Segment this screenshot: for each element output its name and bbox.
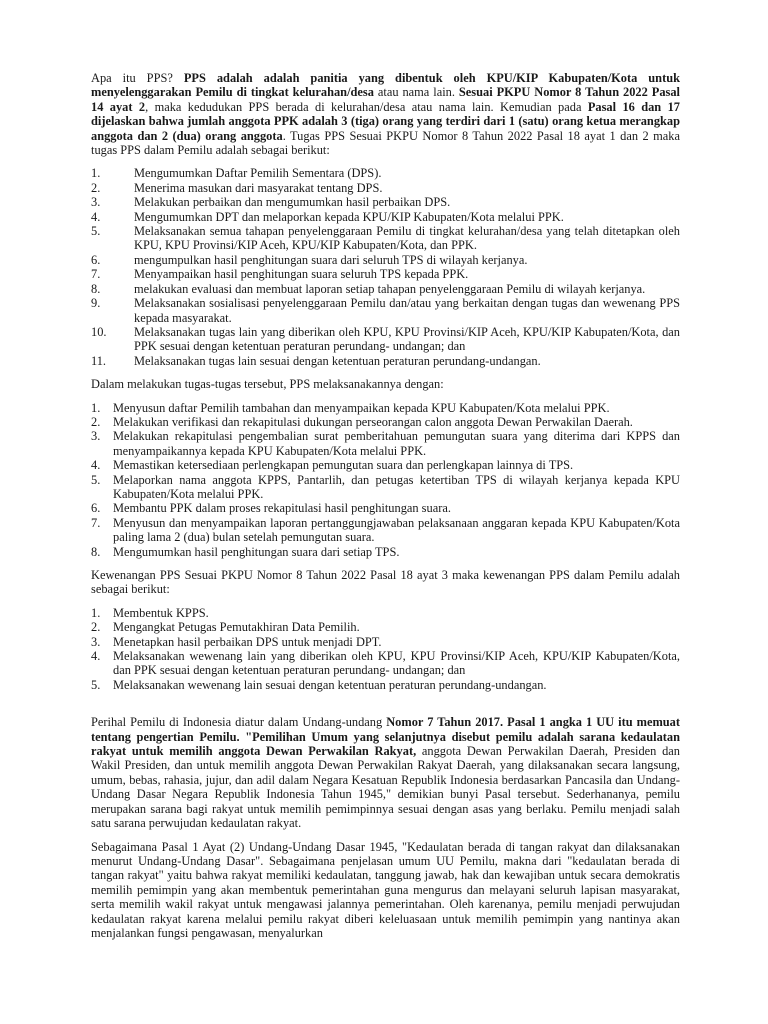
list-item-text: Menetapkan hasil perbaikan DPS untuk menjadi DPT. <box>113 634 382 649</box>
list-item <box>91 415 680 429</box>
list-item-text: Menerima masukan dari masyarakat tentang DPS. <box>134 180 383 195</box>
list-item-text: Melakukan perbaikan dan mengumumkan hasil perbaikan DPS. <box>134 195 451 210</box>
kewenangan-intro-paragraph: Kewenangan PPS Sesuai PKPU Nomor 8 Tahun 2022 Pasal 18 ayat 3 maka kewenangan PPS dalam Pemilu adalah sebagai berikut: <box>91 568 680 597</box>
list-item-number: 10. <box>91 324 107 339</box>
text-run: atau nama lain. <box>373 85 459 100</box>
list-item-number: 5. <box>91 224 101 239</box>
list-item <box>91 210 680 224</box>
kewenangan-pps-list <box>91 606 680 692</box>
text-run: Apa itu PPS? <box>91 71 184 85</box>
list-item-text: Menyusun daftar Pemilih tambahan dan menyampaikan kepada KPU Kabupaten/Kota melalui PPK. <box>113 400 610 415</box>
tugas-intro-paragraph: Dalam melakukan tugas-tugas tersebut, PPS melaksanakannya dengan: <box>91 377 444 392</box>
list-item-text: Melaksanakan tugas lain yang diberikan oleh KPU, KPU Provinsi/KIP Aceh, KPU/KIP Kabupaten/Kota, dan PPK sesuai dengan ketentuan peraturan perundang- undangan; dan <box>134 324 680 354</box>
list-item-number: 6. <box>91 501 101 516</box>
list-item-text: Memastikan ketersediaan perlengkapan pemungutan suara dan perlengkapan lainnya di TPS. <box>113 458 574 473</box>
text-run: Pasal 16 dan 17 dijelaskan bahwa jumlah anggota PPK adalah 3 (tiga) orang yang terdiri dari 1 (satu) orang ketua merangkap anggota dan 2 (dua) orang anggota <box>91 99 680 143</box>
list-item-text: Melaksanakan tugas lain sesuai dengan ketentuan peraturan perundang-undangan. <box>134 353 541 368</box>
list-item-text: Menyusun dan menyampaikan laporan pertanggungjawaban pelaksanaan anggaran kepada KPU Kabupaten/Kota paling lama 2 (dua) bulan setelah pemungutan suara. <box>113 515 680 545</box>
list-item-number: 5. <box>91 677 101 692</box>
text-run: Sesuai PKPU Nomor 8 Tahun 2022 Pasal 14 ayat 2 <box>91 85 680 114</box>
list-item-number: 2. <box>91 414 101 429</box>
list-item-text: Mengumumkan DPT dan melaporkan kepada KPU/KIP Kabupaten/Kota melalui PPK. <box>134 209 564 224</box>
intro-paragraph <box>91 71 680 157</box>
list-item-number: 6. <box>91 252 101 267</box>
list-item-text: Melaksanakan wewenang lain sesuai dengan ketentuan peraturan perundang-undangan. <box>113 677 547 692</box>
list-item <box>91 195 680 209</box>
list-item-text: Melaksanakan semua tahapan penyelenggaraan Pemilu di tingkat kelurahan/desa yang telah ditetapkan oleh KPU, KPU Provinsi/KIP Aceh, KPU/KIP Kabupaten/Kota, dan PPK. <box>134 224 680 253</box>
list-item-number: 1. <box>91 166 101 181</box>
list-item <box>91 282 680 296</box>
list-item-number: 2. <box>91 620 101 635</box>
list-item-text: Melakukan rekapitulasi pengembalian surat pemberitahuan pemungutan suara yang diterima dari KPPS dan menyampaikannya kepada KPU Kabupaten/Kota melalui PPK. <box>113 429 680 458</box>
list-item <box>91 354 680 368</box>
list-item-number: 2. <box>91 180 101 195</box>
list-item-text: mengumpulkan hasil penghitungan suara dari seluruh TPS di wilayah kerjanya. <box>134 252 528 267</box>
list-item-number: 1. <box>91 400 101 415</box>
list-item <box>91 545 680 559</box>
list-item <box>91 678 680 692</box>
list-item-text: Melaksanakan wewenang lain yang diberikan oleh KPU, KPU Provinsi/KIP Aceh, KPU/KIP Kabupaten/Kota, dan PPK sesuai dengan ketentuan peraturan perundang- undangan; dan <box>113 649 680 678</box>
list-item-number: 3. <box>91 195 101 210</box>
list-item-text: melakukan evaluasi dan membuat laporan setiap tahapan penyelenggaraan Pemilu di wilayah kerjanya. <box>134 281 646 296</box>
list-item-text: Mengumumkan Daftar Pemilih Sementara (DPS). <box>134 166 382 181</box>
list-item-number: 4. <box>91 649 101 664</box>
text-run: , maka kedudukan PPS berada di kelurahan/desa atau nama lain. Kemudian pada <box>145 99 588 114</box>
list-item <box>91 620 680 634</box>
list-item-number: 7. <box>91 515 101 530</box>
kedaulatan-paragraph: Sebagaimana Pasal 1 Ayat (2) Undang-Undang Dasar 1945, "Kedaulatan berada di tangan rakyat dan dilaksanakan menurut Undang-Undang Dasar". Sebagaimana penjelasan umum UU Pemilu, makna dari "kedaulatan berada di tangan rakyat" yaitu bahwa rakyat memiliki kedaulatan, tanggung jawab, hak dan kewajiban untuk secara demokratis memilih pemimpin yang akan membentuk pemerintahan guna mengurus dan melayani seluruh lapisan masyarakat, serta memilih wakil rakyat untuk mengawasi jalannya pemerintahan. Oleh karenanya, pemilu menjadi perwujudan kedaulatan rakyat karena melalui pemilu rakyat diberi keleluasaan untuk memilih pemimpin yang nantinya akan menjalankan fungsi pengawasan, menyalurkan <box>91 839 680 940</box>
list-item <box>91 296 680 325</box>
list-item-text: Mengangkat Petugas Pemutakhiran Data Pemilih. <box>113 620 360 635</box>
list-item-number: 5. <box>91 472 101 487</box>
list-item <box>91 606 680 620</box>
list-item <box>91 649 680 678</box>
list-item <box>91 429 680 458</box>
list-item <box>91 166 680 180</box>
list-item <box>91 181 680 195</box>
text-run: Nomor 7 Tahun 2017. Pasal 1 angka 1 UU itu memuat tentang pengertian Pemilu. "Pemilihan Umum yang selanjutnya disebut pemilu adalah sarana kedaulatan rakyat untuk memilih anggota Dewan Perwakilan Rakyat, <box>91 715 680 759</box>
text-run: Perihal Pemilu di Indonesia diatur dalam Undang-undang <box>91 715 387 730</box>
list-item-number: 3. <box>91 429 101 444</box>
list-item <box>91 501 680 515</box>
list-item-number: 11. <box>91 353 107 368</box>
list-item-number: 1. <box>91 605 101 620</box>
text-run: . Tugas PPS Sesuai PKPU Nomor 8 Tahun 2022 Pasal 18 ayat 1 dan 2 maka tugas PPS dalam Pemilu adalah sebagai berikut: <box>91 128 680 158</box>
tugas-pps-list <box>91 166 680 368</box>
text-run: PPS adalah adalah panitia yang dibentuk oleh KPU/KIP Kabupaten/Kota untuk menyelenggarakan Pemilu di tingkat kelurahan/desa <box>91 71 680 100</box>
list-item-number: 9. <box>91 296 101 311</box>
list-item <box>91 224 680 253</box>
list-item-text: Membantu PPK dalam proses rekapitulasi hasil penghitungan suara. <box>113 501 451 516</box>
pemilu-definition-paragraph <box>91 715 680 830</box>
list-item <box>91 253 680 267</box>
list-item <box>91 325 680 354</box>
list-item-text: Mengumumkan hasil penghitungan suara dari setiap TPS. <box>113 544 400 559</box>
list-item <box>91 635 680 649</box>
list-item <box>91 267 680 281</box>
list-item <box>91 458 680 472</box>
list-item-number: 8. <box>91 281 101 296</box>
list-item-number: 3. <box>91 634 101 649</box>
pelaksanaan-tugas-list <box>91 401 680 559</box>
list-item-number: 8. <box>91 544 101 559</box>
list-item-number: 7. <box>91 267 101 282</box>
list-item-text: Melaksanakan sosialisasi penyelenggaraan Pemilu dan/atau yang berkaitan dengan tugas dan wewenang PPS kepada masyarakat. <box>134 296 680 325</box>
list-item <box>91 516 680 545</box>
list-item-text: Menyampaikan hasil penghitungan suara seluruh TPS kepada PPK. <box>134 267 469 282</box>
list-item-text: Membentuk KPPS. <box>113 605 209 620</box>
list-item-text: Melakukan verifikasi dan rekapitulasi dukungan perseorangan calon anggota Dewan Perwakilan Daerah. <box>113 414 633 429</box>
text-run: anggota Dewan Perwakilan Daerah, Presiden dan Wakil Presiden, dan untuk memilih anggota Dewan Perwakilan Rakyat Daerah, yang dilaksanakan secara langsung, umum, bebas, rahasia, jujur, dan adil dalam Negara Kesatuan Republik Indonesia berdasarkan Pancasila dan Undang-Undang Dasar Negara Republik Indonesia Tahun 1945," demikian bunyi Pasal tersebut. Sederhananya, pemilu merupakan sarana bagi rakyat untuk memilih pemimpinnya sesuai dengan asas yang berlaku. Pemilu menjadi salah satu sarana perwujudan kedaulatan rakyat. <box>91 744 680 831</box>
list-item <box>91 401 680 415</box>
list-item-text: Melaporkan nama anggota KPPS, Pantarlih, dan petugas ketertiban TPS di wilayah kerjanya kepada KPU Kabupaten/Kota melalui PPK. <box>113 472 680 501</box>
list-item-number: 4. <box>91 209 101 224</box>
list-item-number: 4. <box>91 458 101 473</box>
list-item <box>91 473 680 502</box>
